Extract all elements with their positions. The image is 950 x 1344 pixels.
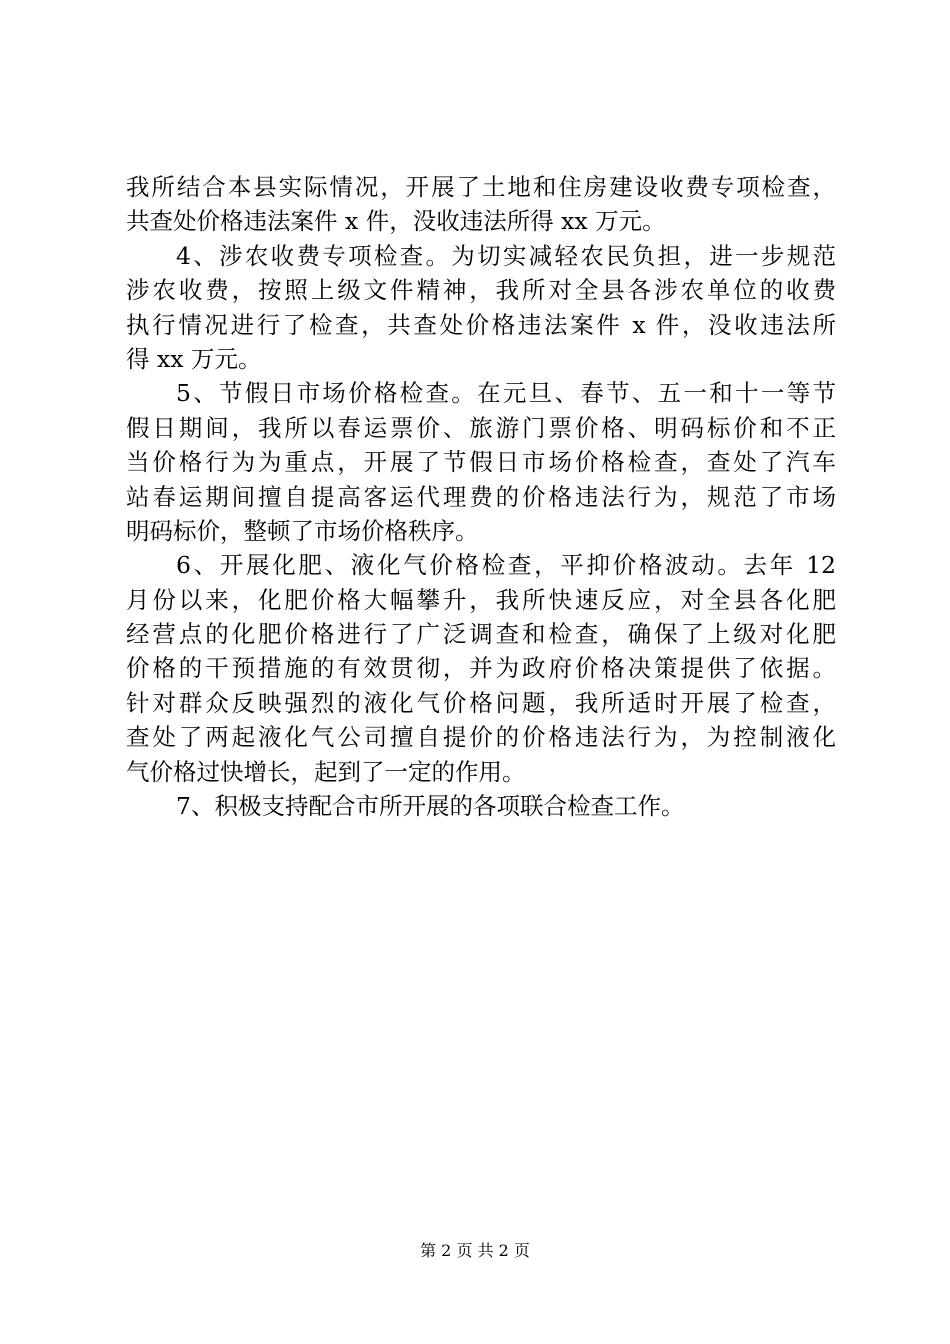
paragraph-start-line: 7、积极支持配合市所开展的各项联合检查工作。	[176, 792, 685, 821]
paragraph-start-line: 6、开展化肥、液化气价格检查，平抑价格波动。去年 12	[176, 551, 836, 580]
text-line: 价格的干预措施的有效贯彻，并为政府价格决策提供了依据。	[126, 654, 836, 683]
text-line: 气价格过快增长，起到了一定的作用。	[126, 757, 526, 786]
document-body	[126, 170, 836, 823]
text-line: 月份以来，化肥价格大幅攀升，我所快速反应，对全县各化肥	[126, 585, 836, 614]
page-number-footer: 第 2 页 共 2 页	[420, 1241, 530, 1260]
text-line: 经营点的化肥价格进行了广泛调查和检查，确保了上级对化肥	[126, 620, 836, 649]
text-line: 站春运期间擅自提高客运代理费的价格违法行为，规范了市场	[126, 482, 836, 511]
paragraph-start-line: 4、涉农收费专项检查。为切实减轻农民负担，进一步规范	[176, 241, 836, 270]
text-line: 得 xx 万元。	[126, 344, 262, 373]
text-line: 查处了两起液化气公司擅自提价的价格违法行为，为控制液化	[126, 723, 836, 752]
text-line: 共查处价格违法案件 x 件，没收违法所得 xx 万元。	[126, 207, 666, 236]
text-line: 明码标价，整顿了市场价格秩序。	[126, 516, 479, 545]
text-line: 假日期间，我所以春运票价、旅游门票价格、明码标价和不正	[126, 413, 836, 442]
text-line: 针对群众反映强烈的液化气价格问题，我所适时开展了检查，	[126, 688, 836, 717]
text-line: 涉农收费，按照上级文件精神，我所对全县各涉农单位的收费	[126, 276, 836, 305]
text-line: 当价格行为为重点，开展了节假日市场价格检查，查处了汽车	[126, 448, 836, 477]
text-line: 执行情况进行了检查，共查处价格违法案件 x 件，没收违法所	[126, 310, 836, 339]
text-line: 我所结合本县实际情况，开展了土地和住房建设收费专项检查，	[126, 173, 836, 201]
paragraph-start-line: 5、节假日市场价格检查。在元旦、春节、五一和十一等节	[176, 379, 836, 408]
